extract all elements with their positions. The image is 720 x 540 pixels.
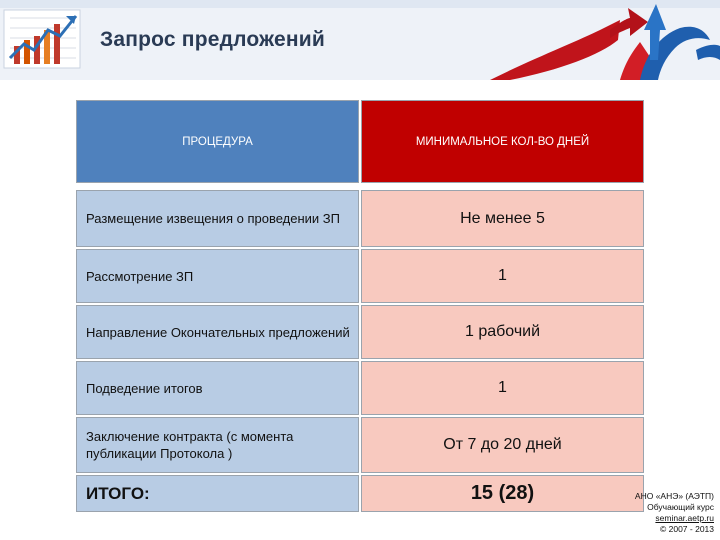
slide-header	[0, 0, 720, 80]
table-row-days: Не менее 5	[361, 190, 644, 247]
footer-website-link[interactable]: seminar.aetp.ru	[655, 513, 714, 523]
page-title: Запрос предложений	[100, 28, 325, 51]
table-row-days: 1	[361, 361, 644, 415]
table-row-procedure: Подведение итогов	[76, 361, 359, 415]
table-total-value: 15 (28)	[361, 475, 644, 512]
table-total-label: ИТОГО:	[76, 475, 359, 512]
table-header-min-days: МИНИМАЛЬНОЕ КОЛ-ВО ДНЕЙ	[361, 100, 644, 183]
footer-copyright: © 2007 - 2013	[660, 524, 714, 534]
table-row-procedure: Рассмотрение ЗП	[76, 249, 359, 303]
table-header-procedure: ПРОЦЕДУРА	[76, 100, 359, 183]
table-row-procedure: Направление Окончательных предложений	[76, 305, 359, 359]
red-blue-arrows-icon	[470, 0, 720, 80]
footer-credits	[635, 491, 714, 535]
footer-organization: АНО «АНЭ» (АЭТП)	[634, 491, 714, 501]
footer-course: Обучающий курс	[647, 502, 714, 512]
table-row-days: От 7 до 20 дней	[361, 417, 644, 473]
table-row-days: 1	[361, 249, 644, 303]
table-row-procedure: Заключение контракта (с момента публикации Протокола )	[76, 417, 359, 473]
table-row-days: 1 рабочий	[361, 305, 644, 359]
table-row-procedure: Размещение извещения о проведении ЗП	[76, 190, 359, 247]
rising-chart-icon	[0, 6, 86, 72]
